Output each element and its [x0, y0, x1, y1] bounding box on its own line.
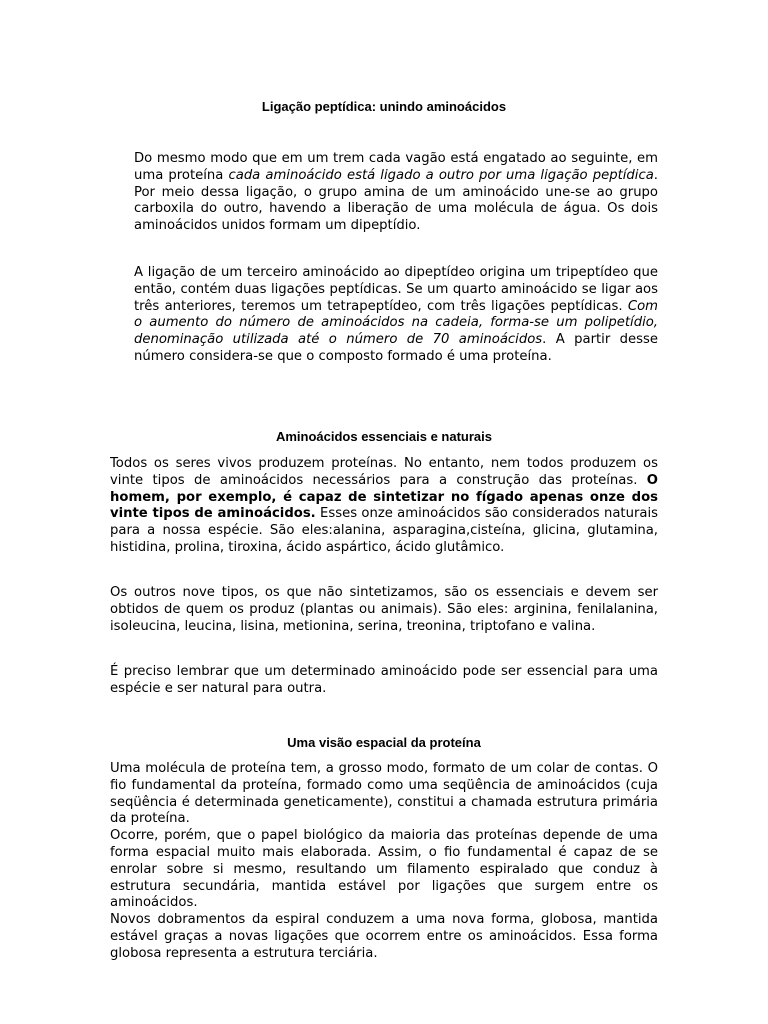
paragraph-necklace: Uma molécula de proteína tem, a grosso modo, formato de um colar de contas. O fio fundamental da proteína, formado como uma seqüência de aminoácidos (cuja seqüência é determinada geneticamente), constitui a chamada estrutura primária da proteína. — [110, 761, 658, 827]
paragraph-train-analogy — [134, 151, 658, 235]
paragraph-essential-list: Os outros nove tipos, os que não sintetizamos, são os essenciais e devem ser obtidos de quem os produz (plantas ou animais). São eles: arginina, fenilalanina, isoleucina, leucina, lisina, metionina, serina, treonina, triptofano e valina. — [110, 585, 658, 634]
italic-text: Com o aumento do número de aminoácidos na cadeia, forma-se um polipetídio, denominação utilizada até o número de 70 aminoácidos — [134, 298, 658, 348]
paragraph-living-beings — [110, 456, 658, 557]
section-essential-body — [110, 456, 658, 557]
italic-text: cada aminoácido está ligado a outro por uma ligação peptídica — [228, 167, 654, 183]
text-span: A ligação de um terceiro aminoácido ao dipeptídeo origina um tripeptídeo que então, contém duas ligações peptídicas. Se um quarto aminoácido se ligar aos três anteriores, teremos um tetrapeptídeo, com três ligações peptídicas. — [134, 265, 658, 314]
section-title-essential-amino-acids: Aminoácidos essenciais e naturais — [275, 429, 493, 444]
section-title-spatial-view: Uma visão espacial da proteína — [287, 735, 481, 750]
section-peptide-bond-body-2 — [134, 265, 658, 366]
text-span: Do mesmo modo que em um trem cada vagão está engatado ao seguinte, em uma proteína — [134, 151, 658, 183]
text-span: . A partir desse número considera-se que o composto formado é uma proteína. — [134, 332, 658, 364]
paragraph-essential-vs-natural: É preciso lembrar que um determinado aminoácido pode ser essencial para uma espécie e ser natural para outra. — [110, 664, 658, 696]
section-essential-body-2 — [110, 585, 658, 635]
paragraph-tertiary-structure: Novos dobramentos da espiral conduzem a uma nova forma, globosa, mantida estável graças a novas ligações que ocorrem entre os aminoácidos. Essa forma globosa representa a estrutura terciária. — [110, 912, 658, 961]
bold-text: O homem, por exemplo, é capaz de sintetizar no fígado apenas onze dos vinte tipos de aminoácidos. — [110, 472, 658, 522]
section-spatial-body — [110, 761, 658, 963]
text-span: . Por meio dessa ligação, o grupo amina de um aminoácido une-se ao grupo carboxila do outro, havendo a liberação de uma molécula de água. Os dois aminoácidos unidos formam um dipeptídio. — [134, 167, 658, 234]
paragraph-secondary-structure: Ocorre, porém, que o papel biológico da maioria das proteínas depende de uma forma espacial muito mais elaborada. Assim, o fio fundamental é capaz de se enrolar sobre si mesmo, resultando um filamento espiralado que conduz à estrutura secundária, mantida estável por ligações que surgem entre os aminoácidos. — [110, 828, 658, 911]
section-peptide-bond-body — [134, 151, 658, 235]
section-essential-body-3 — [110, 664, 658, 698]
text-span: Esses onze aminoácidos são considerados naturais para a nossa espécie. São eles:alanina, asparagina,cisteína, glicina, glutamina, histidina, prolina, tiroxina, ácido aspártico, ácido glutâmico. — [110, 506, 658, 555]
section-title-peptide-bond: Ligação peptídica: unindo aminoácidos — [261, 99, 507, 114]
paragraph-polypeptide — [134, 265, 658, 366]
text-span: Todos os seres vivos produzem proteínas. No entanto, nem todos produzem os vinte tipos de aminoácidos necessários para a construção das proteínas. — [110, 456, 658, 488]
